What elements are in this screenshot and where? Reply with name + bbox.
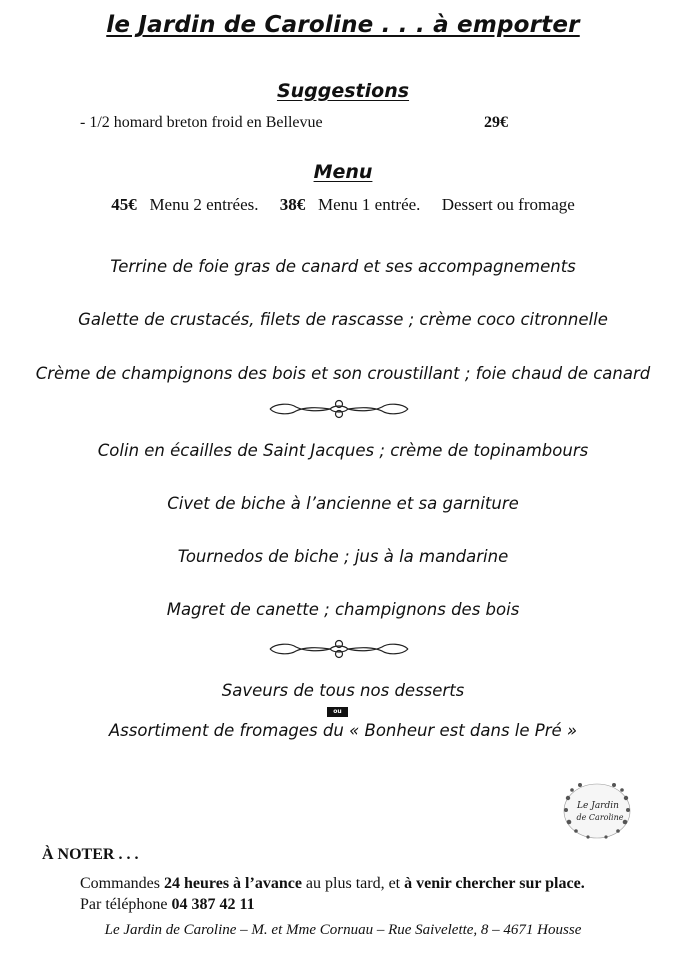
or-badge: ou — [327, 707, 348, 717]
suggestion-item: - 1/2 homard breton froid en Bellevue — [80, 114, 323, 131]
cheese-item: Assortiment de fromages du « Bonheur est dans le Pré » — [108, 721, 578, 740]
notes-heading: À NOTER . . . — [42, 846, 139, 863]
flourish-divider-icon — [266, 398, 412, 420]
wreath-logo-icon — [558, 778, 636, 844]
main-course-item: Tournedos de biche ; jus à la mandarine — [177, 547, 509, 566]
notes-emphasis: à venir chercher sur place. — [404, 875, 585, 892]
page-title: le Jardin de Caroline . . . à emporter — [106, 12, 580, 38]
starter-item: Crème de champignons des bois et son croustillant ; foie chaud de canard — [35, 364, 651, 383]
notes-text: au plus tard, et — [305, 875, 401, 892]
logo-text-line-1: Le Jardin — [577, 801, 619, 811]
starter-item: Galette de crustacés, filets de rascasse ; crème coco citronnelle — [78, 310, 608, 329]
suggestion-price: 29€ — [484, 114, 508, 131]
footer-address: Le Jardin de Caroline – M. et Mme Cornuau – Rue Saivelette, 8 – 4671 Housse — [104, 922, 582, 938]
menu-label-2: Menu 1 entrée. — [318, 195, 421, 214]
menu-price-1: 45€ — [111, 195, 137, 214]
main-course-item: Magret de canette ; champignons des bois — [166, 600, 520, 619]
notes-text: Commandes — [80, 875, 160, 892]
phone-number: 04 387 42 11 — [171, 896, 255, 913]
flourish-divider-icon — [266, 638, 412, 660]
menu-price-2: 38€ — [279, 195, 306, 214]
menu-label-3: Dessert ou fromage — [441, 195, 575, 214]
menu-label-1: Menu 2 entrées. — [149, 195, 259, 214]
dessert-item: Saveurs de tous nos desserts — [221, 681, 465, 700]
notes-line-orders — [80, 875, 585, 893]
main-course-item: Civet de biche à l’ancienne et sa garniture — [167, 494, 519, 513]
logo-text-line-2: de Caroline — [576, 813, 624, 822]
suggestions-heading: Suggestions — [276, 80, 410, 102]
notes-line-phone — [80, 896, 255, 914]
starter-item: Terrine de foie gras de canard et ses accompagnements — [110, 257, 576, 276]
menu-heading: Menu — [313, 161, 373, 183]
main-course-item: Colin en écailles de Saint Jacques ; crème de topinambours — [97, 441, 589, 460]
restaurant-logo — [558, 778, 636, 844]
notes-emphasis: 24 heures à l’avance — [164, 875, 302, 892]
menu-pricing-line — [0, 195, 686, 215]
notes-text: Par téléphone — [80, 896, 168, 913]
